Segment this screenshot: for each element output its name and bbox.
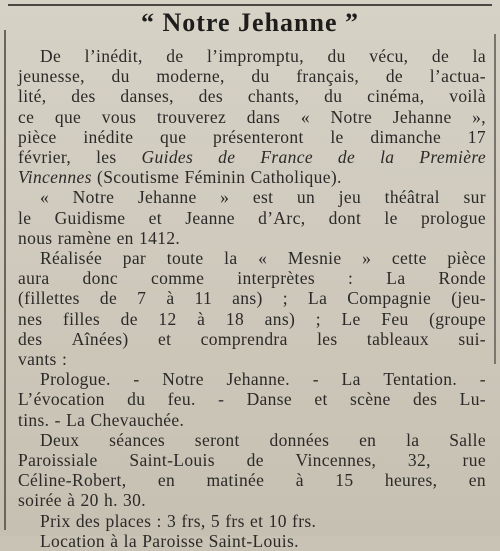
text-line: ce que vous trouverez dans « Notre Jehanne », [18,106,486,127]
text-line: Location à la Paroisse Saint-Louis. [40,530,299,551]
text-line: Vincennes (Scoutisme Féminin Catholique). [18,167,342,188]
text-line: tins. - La Chevauchée. [18,409,185,430]
text-line: soirée à 20 h. 30. [18,490,146,511]
text-line: Deux séances seront données en la Salle [40,429,486,450]
text-line: De l’inédit, de l’impromptu, du vécu, de la [40,46,486,66]
article-title: “ Notre Jehanne ” [140,8,359,37]
text-line: lité, des danses, des chants, du cinéma, voilà [18,86,486,107]
text-line: pièce inédite que présenteront le dimanche 17 [18,126,486,147]
text-line: Prix des places : 3 frs, 5 frs et 10 frs. [40,510,317,531]
text-line: aura donc comme interprètes : La Ronde [18,268,486,289]
left-rule [4,30,6,530]
text-line: Paroissiale Saint-Louis de Vincennes, 32, rue [18,450,486,471]
top-rule [8,4,492,6]
text-line: Prologue. - Notre Jehanne. - La Tentation. - [40,369,486,390]
text-line: « Notre Jehanne » est un jeu théâtral sur [40,187,486,208]
text-line: des Aînées) et comprendra les tableaux sui- [18,328,486,349]
text-line: nes filles de 12 à 18 ans) ; Le Feu (groupe [18,308,486,329]
text-line: nous ramène en 1412. [18,227,181,248]
text-line: le Guidisme et Jeanne d’Arc, dont le prologue [18,207,486,228]
text-line: février, les Guides de France de la Première [18,147,486,168]
text-line: jeunesse, du moderne, du français, de l’actua- [18,66,486,87]
text-line: Céline-Robert, en matinée à 15 heures, en [18,470,486,491]
text-line: Réalisée par toute la « Mesnie » cette pièce [40,248,486,269]
article-body [18,46,486,551]
text-line: (fillettes de 7 à 11 ans) ; La Compagnie (jeu- [18,288,486,309]
right-rule [494,34,496,364]
text-line: L’évocation du feu. - Danse et scène des Lu- [18,389,486,410]
text-line: vants : [18,349,68,370]
